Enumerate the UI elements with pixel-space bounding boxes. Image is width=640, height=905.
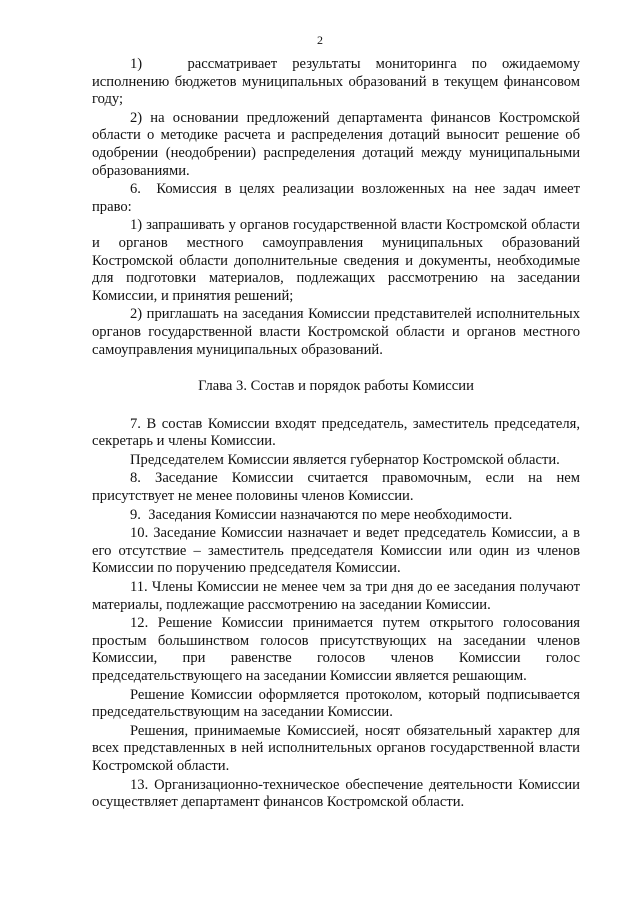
paragraph: 1) рассматривает результаты мониторинга по ожидаемому исполнению бюджетов муниципальных образований в текущем финансовом году; xyxy=(92,56,580,108)
paragraph: Решение Комиссии оформляется протоколом, который подписывается председательствующим на заседании Комиссии. xyxy=(92,686,580,721)
paragraph: 10. Заседание Комиссии назначает и ведет председатель Комиссии, а в его отсутствие – заместитель председателя Комиссии или один из членов Комиссии по поручению председателя Комиссии. xyxy=(92,525,580,577)
chapter-heading: Глава 3. Состав и порядок работы Комиссии xyxy=(198,378,474,395)
paragraph: 6. Комиссия в целях реализации возложенных на нее задач имеет право: xyxy=(92,181,580,215)
paragraph: 11. Члены Комиссии не менее чем за три дня до ее заседания получают материалы, подлежащие рассмотрению на заседании Комиссии. xyxy=(92,579,580,613)
page-number: 2 xyxy=(317,33,323,47)
paragraph: 1) запрашивать у органов государственной власти Костромской области и органов местного самоуправления муниципальных образований Костромской области дополнительные сведения и документы, необходимые для подготовки материалов, подлежащих рассмотрению на заседании Комиссии, и принятия решений; xyxy=(92,217,580,304)
paragraph: 7. В состав Комиссии входят председатель, заместитель председателя, секретарь и члены Комиссии. xyxy=(92,415,580,450)
paragraph: Председателем Комиссии является губернатор Костромской области. xyxy=(130,451,560,468)
paragraph: Решения, принимаемые Комиссией, носят обязательный характер для всех представленных в ней исполнительных органов государственной власти Костромской области. xyxy=(92,722,580,774)
document-body xyxy=(92,56,580,812)
paragraph: 2) на основании предложений департамента финансов Костромской области о методике расчета и распределения дотаций выносит решение об одобрении (неодобрении) распределения дотаций между муниципальными образованиями. xyxy=(92,109,580,179)
paragraph: 12. Решение Комиссии принимается путем открытого голосования простым большинством голосов присутствующих на заседании членов Комиссии, при равенстве голосов членов Комиссии голос председательствующего на заседании Комиссии является решающим. xyxy=(92,615,580,684)
paragraph: 8. Заседание Комиссии считается правомочным, если на нем присутствует не менее половины членов Комиссии. xyxy=(92,470,580,505)
paragraph: 13. Организационно-техническое обеспечение деятельности Комиссии осуществляет департамент финансов Костромской области. xyxy=(92,776,580,811)
paragraph: 9. Заседания Комиссии назначаются по мере необходимости. xyxy=(130,506,513,523)
paragraph: 2) приглашать на заседания Комиссии представителей исполнительных органов государственной власти Костромской области и органов местного самоуправления муниципальных образований. xyxy=(92,306,580,358)
